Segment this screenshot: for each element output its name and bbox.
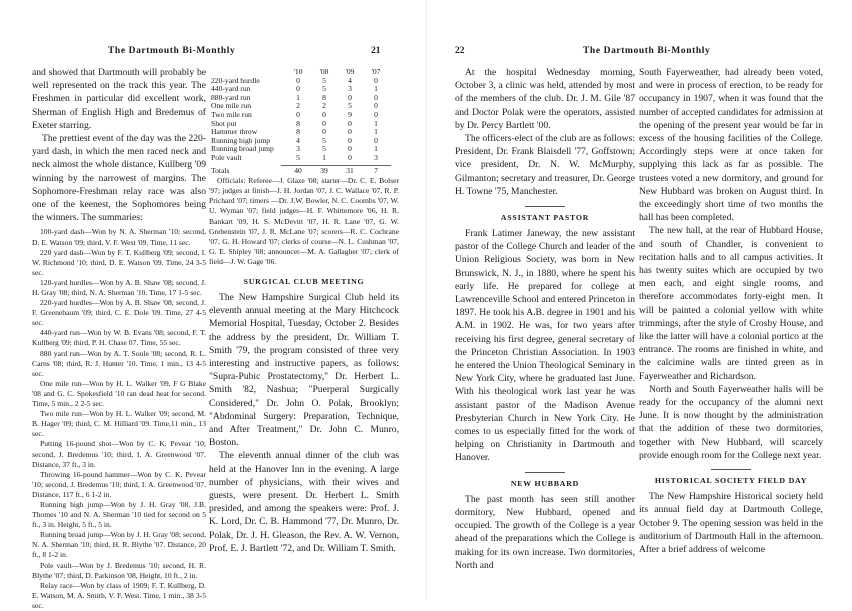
paragraph: At the hospital Wednesday morning, October 3, a clinic was held, attended by most of the members of the club. Dr. J. M. Gile '87 and Doctor Polak were the operators, assisted by Dr. Percy Bartlett '00. [455,67,635,131]
points-value: 1 [374,127,378,137]
paragraph: and showed that Dartmouth will probably be well represented on the track this year. The Freshmen in particular did excellent work, Sherman of English High and Bredemus of Exeter starring. [32,67,206,131]
running-head-right: The Dartmouth Bi-Monthly [583,46,711,56]
points-value: 0 [296,75,300,85]
section-rule [525,472,565,473]
points-event: Pole vault [211,152,242,162]
page-number-right: 22 [455,46,465,56]
total-value: 39 [320,165,328,175]
points-value: 0 [348,127,352,137]
event-result: Running high jump—Won by J. H. Gray '08, J.B. Thomes '10 and N. A. Sherman '10 tied for second on 5 ft., 3 in. Height, 5 ft., 5 in. [32,499,206,530]
event-result: 440-yard run—Won by W. B. Evans '08; second, F. T. Kullberg '09; third, P. H. Chase 07. Time, 55 sec. [32,328,206,348]
paragraph: South Fayerweather, had already been voted, and were in process of erection, to be ready for occupancy in 1907, when it was found that the number of accepted candidates for admission at the opening of the present year would be far in excess of the housing facilities of the College. Accordingly steps were at once taken for supplying this lack as far as possible. The trustees voted a new dormitory, and ground for New Hubbard was broken on August third. In the exceedingly short time of two months the hall has been completed. [639,67,823,224]
total-value: 31 [346,165,354,175]
new-hubbard-heading: NEW HUBBARD [510,478,580,488]
total-value: 40 [294,165,302,175]
section-rule [711,469,751,470]
event-result: 100-yard dash—Won by N. A. Sherman '10; second, D. E. Watson '09; third, V. F. West '09. Time, 11 sec. [32,227,206,247]
total-value: 7 [374,165,378,175]
points-event: Two mile run [211,109,252,119]
points-value: 0 [374,92,378,102]
left-column-2 [209,68,399,555]
left-column-1 [32,66,206,611]
event-result: One mile run—Won by H. L. Walker '09, F G Blake '08 and G. C. Spokesfield '10 ran dead heat for second. Time, 5 min., 2 2-5 sec. [32,378,206,409]
event-result: Putting 16-pound shot—Won by C. K. Pevear '10; second, J. Bredemus '10; third, I. A. Greenwood '07. Distance, 37 ft., 3 in. [32,439,206,469]
points-value: 0 [348,152,352,162]
paragraph: The new hall, at the rear of Hubbard House, and south of Chandler, is convenient to recitation halls and to all campus activities. It has twenty suites which are occupied by two men each, and eight single rooms, and therefore accommodates forty-eight men. It will be painted a colonial yellow with white trimmings, after the style of Crosby House, and like the latter will have a colonial portico at the entrance. The rooms are finished in white, and the calcimine walls are tinted green as in Fayerweather and Richardson. [639,225,823,382]
historical-society-heading: HISTORICAL SOCIETY FIELD DAY [654,476,808,486]
points-value: 5 [322,135,326,145]
points-value: 0 [322,109,326,119]
points-value: 3 [296,144,300,154]
points-value: 5 [322,84,326,94]
points-value: 0 [348,135,352,145]
event-result: Pole vault—Won by J. Bredemus '10; second, H. R. Blythe '07; third, D. Parkinson '08, Height, 10 ft., 2 in. [32,560,206,580]
points-table [209,68,389,163]
points-value: 8 [322,92,326,102]
paragraph: Frank Latimer Janeway, the new assistant pastor of the College Church and leader of the Union Religious Society, was born in New Brunswick, N. J., in 1880, where he spent his early life. He prepared for college at Lawrenceville School and entered Princeton in 1897. He took his A.B. degree in 1901 and his A.M. in 1902. He was, for two years after receiving his first degree, general secretary of the Princeton Christian Association. In 1903 he entered the Union Theological Seminary in New York City, where he graduated last June. With his theological work last year he was assistant pastor of the Madison Avenue Presbyterian Church in New York City. He comes to us especially fitted for the work of helping on Christianity in Dartmouth and Hanover. [455,228,635,464]
paragraph: North and South Fayerweather halls will be ready for the occupancy of the alumni next June. It is now thought by the administration that the addition of these two dormitories, together with New Hubbard, will scarcely provide enough room for the College next year. [639,383,823,461]
points-event: 880-yard run [211,92,251,102]
points-value: 1 [374,118,378,128]
points-value: 0 [322,118,326,128]
points-value: 1 [374,144,378,154]
event-result: Two mile run—Won by H. L. Walker '09; second, M. B. Hager '09; third, C. M. Hilliard '09. Time,11 min., 13 sec. [32,409,206,439]
paragraph: The eleventh annual dinner of the club was held at the Hanover Inn in the evening. A large number of physicians, with their wives and guests, were present. Dr. Herbert L. Smith presided, and among the speakers were: Prof. J. K. Lord, Dr. C. B. Hammond '77, Dr. Munro, Dr. Polak, Dr. J. H. Gleason, the Rev. A. W. Vernon, Prof. E. J. Bartlett '72, and Dr. William T. Smith. [209,450,399,554]
points-row [209,154,389,163]
paragraph: The prettiest event of the day was the 220-yard dash, in which the men raced neck and neck almost the whole distance, Kullberg '09 winning by the narrowest of margins. The Sophomore-Freshman relay race was also one of the keenest, the Sophomores being the winners. The summaries: [32,133,206,224]
points-value: 4 [296,135,300,145]
points-value: 5 [322,75,326,85]
paragraph: The officers-elect of the club are as follows: President, Dr. Frank Blaisdell '77, Goffstown; vice president, Dr. N. W. McMurphy, Gilmanton; secretary and treasurer, Dr. George H. Towne '75, Manchester. [455,133,635,197]
points-value: 4 [348,75,352,85]
points-value: 3 [374,152,378,162]
totals-label: Totals [211,165,230,175]
right-column-1 [455,66,635,572]
event-result: 120-yard hurdles—Won by A. B. Shaw '08; second, J. H. Gray '08; third, N. A. Sherman '10. Time, 17 1-5 sec. [32,277,206,297]
points-value: 2 [322,101,326,111]
points-value: 0 [296,84,300,94]
points-event: Shot put [211,118,237,128]
points-value: 8 [296,118,300,128]
points-value: 3 [348,84,352,94]
points-value: 5 [296,152,300,162]
points-value: 1 [322,152,326,162]
points-event: Hammer throw [211,127,258,137]
assistant-pastor-heading: ASSISTANT PASTOR [500,213,590,223]
points-event: 220-yard hurdle [211,75,260,85]
paragraph: The New Hampshire Historical society held its annual field day at Dartmouth College, October 9. The opening session was held in the auditorium of Dartmouth Hall in the afternoon. After a brief address of welcome [639,491,823,555]
points-value: 0 [348,144,352,154]
points-col-header: '08 [319,67,329,76]
event-results [32,227,206,611]
paragraph: The New Hampshire Surgical Club held its eleventh annual meeting at the Mary Hitchcock Memorial Hospital, Tuesday, October 2. Besides the address by the president, Dr. William T. Smith '79, the program consisted of three very interesting and instructive papers, as follows: "Supra-Pubic Prostatectomy," Dr. Herbert L. Smith '82, Nashua; "Puerperal Surgically Considered," Dr. John O. Polak, Brooklyn; "Abdominal Surgery: Preparation, Technique, and After Treatment," Dr. John C. Munro, Boston. [209,291,399,449]
points-event: Running high jump [211,135,271,145]
points-value: 0 [348,118,352,128]
event-result: Running broad jump—Won by J. H. Gray '08; second, N. A. Sherman '10; third, H. R. Blythe '07. Distance, 20 ft., 8 1-2 in. [32,530,206,560]
points-value: 0 [374,101,378,111]
event-result: 220 yard dash—Won by F. T. Kullberg '09; second, I. W. Richmond '10; third, D. E. Watson '09. Time, 24 3-5 sec. [32,247,206,277]
points-value: 8 [296,127,300,137]
points-value: 0 [374,135,378,145]
points-value: 5 [348,101,352,111]
right-column-2 [639,66,823,556]
paragraph: The past month has seen still another dormitory, New Hubbard, opened and occupied. The growth of the College is a year ahead of the preparations which the College is making for its own increase. Two dormitories, North and [455,493,635,571]
event-result: Throwing 16-pound hammer—Won by C. K. Pevear '10; second, J. Bredemus '10; third, I. A. Greenwood '07. Distance, 117 ft., 6 1-2 in. [32,469,206,499]
points-value: 1 [374,84,378,94]
page-number-left: 21 [371,46,381,56]
points-value: 5 [322,144,326,154]
points-value: 1 [296,92,300,102]
points-value: 0 [322,127,326,137]
points-value: 0 [348,92,352,102]
left-page [0,0,426,610]
section-rule [525,206,565,207]
event-result: Relay race—Won by class of 1909; F. T. Kullberg, D. E. Watson, M. A. Smith, V. F. West. Time, 1 min., 38 3-5 sec. [32,580,206,610]
officials-list: Officials: Referee—J. Glaze '08; starter—Dr. C. E. Bolser '97; judges at finish—J. H. Jordan '07, J. C. Wallace '07, R. P. Prichard '07; timers —Dr. J.W. Bowler, N. C. Coombs '07, W. U. Wyman '07; field judges—H. F. Whittemore '06, H. R. Bankart '09, H. S. McDevitt '07, H. R. Lane '07, G. W. Grebenstein '07, J. R. McLane '07; scorers—R. C. Cochrane '07, G. H. Howard '07; clerks of course—N. L. Cushman '07, G. E. Shipley '08; announcer—M. A. Gallagher '07; clerk of field—J. W. Gage '06. [209,176,399,266]
points-col-header: '09 [345,67,355,76]
points-totals [209,167,389,176]
points-value: 0 [296,109,300,119]
points-col-header: '10 [293,67,303,76]
points-value: 0 [374,75,378,85]
running-head-left: The Dartmouth Bi-Monthly [108,46,236,56]
points-value: 2 [296,101,300,111]
points-event: One mile run [211,101,252,111]
surgical-club-heading: SURGICAL CLUB MEETING [243,276,365,286]
event-result: 220-yard hurdles—Won by A. B. Shaw '08; second, J. F. Greenebaum '09; third, C. E. Dole '09. Time, 27 4-5 sec. [32,298,206,328]
points-event: Running broad jump [211,144,274,154]
points-value: 9 [348,109,352,119]
points-col-header: '07 [371,67,381,76]
points-value: 0 [374,109,378,119]
event-result: 880 yard run—Won by A. T. Soule '08; second, R. L. Carns '08; third, R. J. Hunter '10. Time, 1 min., 13 4-5 sec. [32,348,206,378]
points-event: 440-yard run [211,84,251,94]
right-page [426,0,852,600]
